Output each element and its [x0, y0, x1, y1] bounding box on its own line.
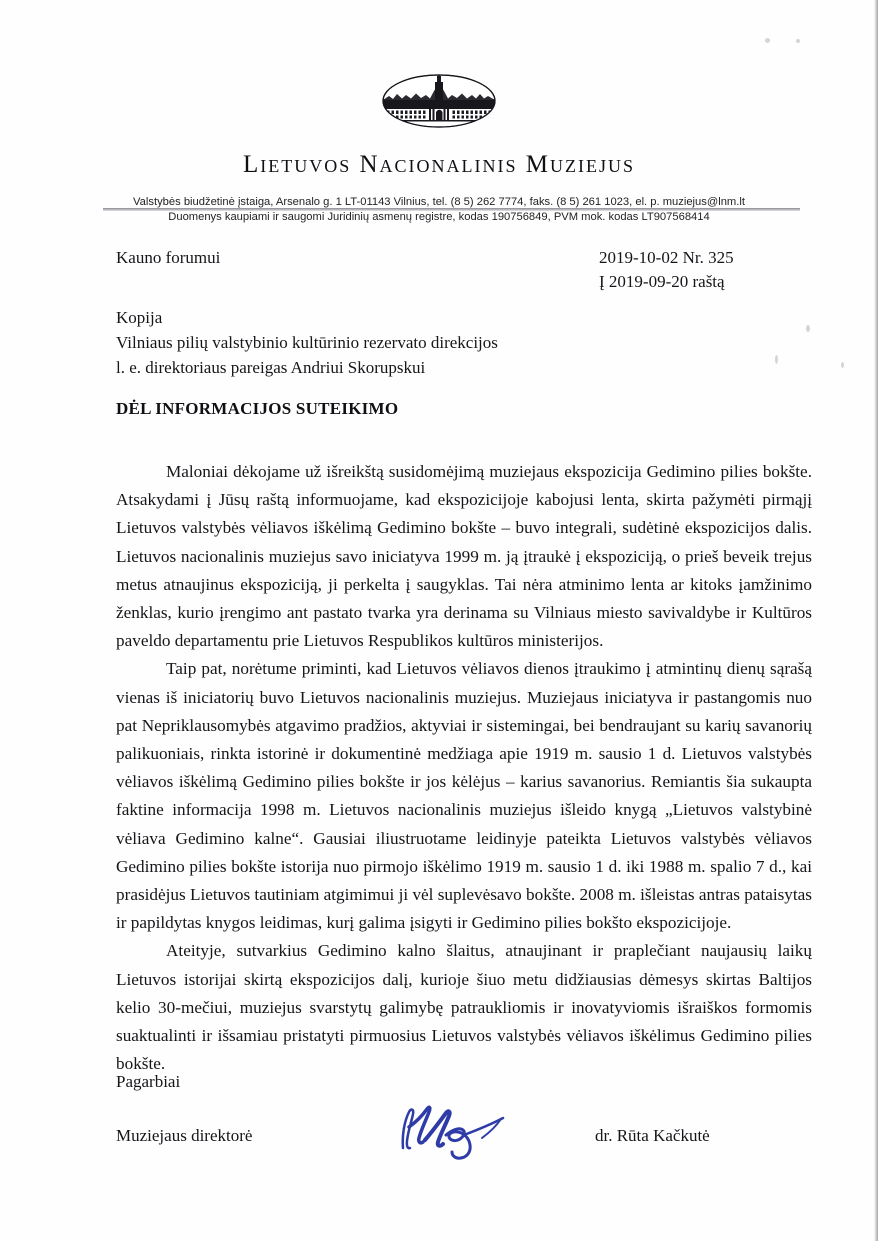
copy-recipient-person: l. e. direktoriaus pareigas Andriui Skorupskui — [116, 358, 426, 378]
signatory-title: Muziejaus direktorė — [116, 1126, 253, 1145]
contact-registry-line: Duomenys kaupiami ir saugomi Juridinių asmenų registre, kodas 190756849, PVM mok. kodas LT907568414 — [168, 211, 710, 224]
copy-recipients-block — [116, 305, 498, 380]
signature-block — [116, 1072, 816, 1166]
addressee-and-reference-row — [116, 246, 806, 292]
letterhead — [0, 0, 878, 225]
reference-date-number: 2019-10-02 Nr. 325 — [599, 248, 734, 267]
contact-address-line: Valstybės biudžetinė įstaiga, Arsenalo g. 1 LT-01143 Vilnius, tel. (8 5) 262 7774, faks. (8 5) 261 1023, el. p. muziejus@lnm.lt — [133, 196, 745, 208]
reference-block — [599, 246, 734, 294]
copy-recipient-organization: Vilniaus pilių valstybinio kultūrinio rezervato direkcijos — [116, 333, 498, 353]
museum-building-oval-emblem — [380, 70, 498, 132]
scan-artifact — [806, 325, 810, 332]
organization-title: Lietuvos Nacionalinis Muziejus — [242, 151, 636, 178]
copy-label: Kopija — [116, 308, 163, 327]
scan-artifact — [841, 362, 844, 368]
body-paragraph: Taip pat, norėtume priminti, kad Lietuvos vėliavos dienos įtraukimo į atmintinų dienų sąrašą vienas iš iniciatorių buvo Lietuvos nacionalinis muziejus. Muziejaus iniciatyva ir pastangomis nuo pat Nepriklausomybės atgavimo pradžios, aktyviai ir sistemingai, bei bendraujant su karių savanorių palikuoniais, rinkta istorinė ir dokumentinė medžiaga apie 1919 m. sausio 1 d. Lietuvos valstybės vėliavos iškėlimą Gedimino pilies bokšte ir jos kėlėjus – karius savanorius. Remiantis šia sukaupta faktine informacija 1998 m. Lietuvos nacionalinis muziejus išleido knygą „Lietuvos valstybinė vėliava Gedimino kalne“. Gausiai iliustruotame leidinyje pateikta Lietuvos valstybės vėliavos Gedimino pilies bokšte istorija nuo pirmojo iškėlimo 1919 m. sausio 1 d. iki 1988 m. spalio 7 d., kai prasidėjus Lietuvos tautiniam atgimimui ji vėl suplevėsavo bokšte. 2008 m. išleistas antras pataisytas ir papildytas knygos leidimas, kurį galima įsigyti ir Gedimino pilies bokšto ekspozicijoje. — [116, 659, 812, 933]
reference-reply-to: Į 2019-09-20 raštą — [599, 272, 725, 292]
addressee-primary: Kauno forumui — [116, 248, 221, 267]
scan-artifact — [775, 355, 778, 364]
signatory-name: dr. Rūta Kačkutė — [595, 1126, 710, 1145]
body-paragraph: Maloniai dėkojame už išreikštą susidomėjimą muziejaus ekspozicija Gedimino pilies bokšte. Atsakydami į Jūsų raštą informuojame, kad ekspozicijoje kabojusi lenta, skirta pažymėti pirmąjį Lietuvos valstybės vėliavos iškėlimą Gedimino bokšte – buvo integrali, sudėtinė ekspozicijos dalis. Lietuvos nacionalinis muziejus savo iniciatyva 1999 m. ją įtraukė į ekspoziciją, o prieš beveik trejus metus atnaujinus ekspoziciją, ji perkelta į saugyklas. Tai nėra atminimo lenta ar kitoks įamžinimo ženklas, kurio įrengimo ant pastato tvarka yra derinama su Vilniaus miesto savivaldybe ir Kultūros paveldo departamentu prie Lietuvos Respublikos kultūros ministerijos. — [116, 462, 812, 651]
letter-body — [116, 458, 812, 1078]
signature-row — [116, 1120, 816, 1166]
letter-subject-heading: DĖL INFORMACIJOS SUTEIKIMO — [116, 399, 399, 418]
handwritten-signature — [394, 1092, 514, 1164]
closing-salutation: Pagarbiai — [116, 1072, 181, 1091]
body-paragraph: Ateityje, sutvarkius Gedimino kalno šlaitus, atnaujinant ir praplečiant naujausių laikų Lietuvos istorijai skirtą ekspozicijos dalį, kurioje šiuo metu didžiausias dėmesys skirtas Baltijos kelio 30-mečiui, muziejus svarstytų galimybę patraukliomis ir inovatyviomis išraiškos formomis suaktualinti ir išsamiau pristatyti pirmuosius Lietuvos valstybės vėliavos iškėlimus Gedimino pilies bokšte. — [116, 941, 812, 1074]
letterhead-divider — [103, 208, 800, 211]
emblem-container — [0, 0, 878, 137]
